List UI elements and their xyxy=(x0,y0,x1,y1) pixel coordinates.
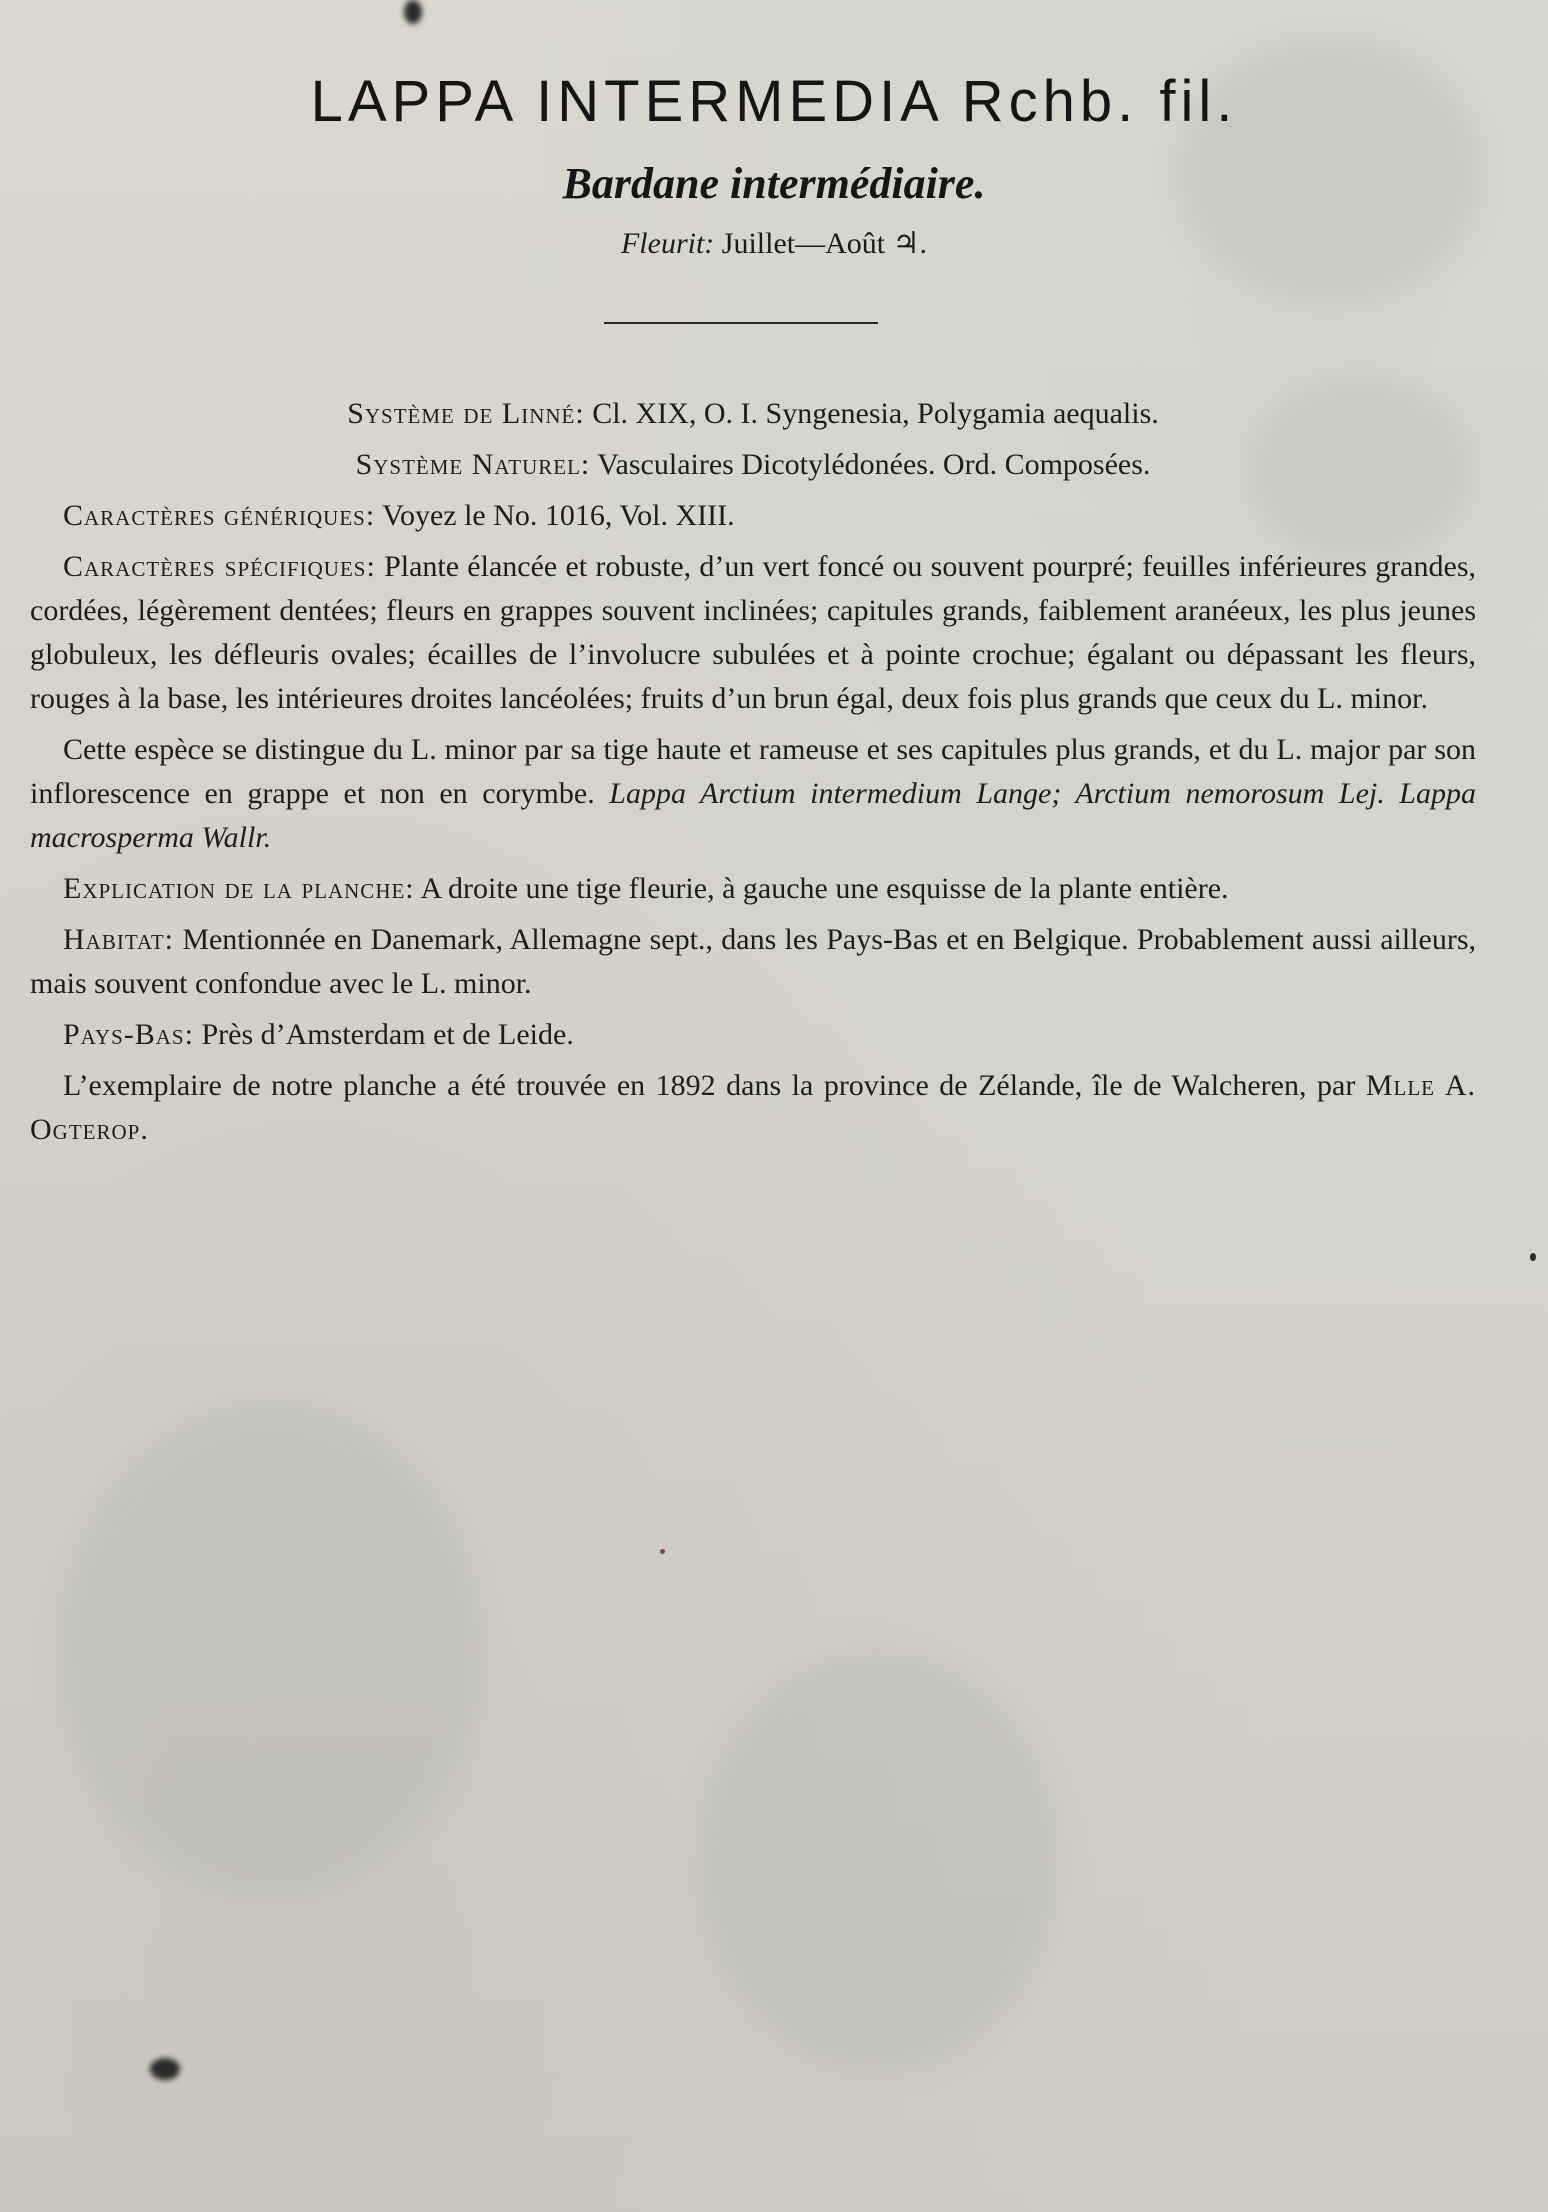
generic-text: Voyez le No. 1016, Vol. XIII. xyxy=(382,499,735,532)
explanation-label: Explication de la planche: xyxy=(63,872,415,905)
linne-label: Système de Linné: xyxy=(347,397,585,430)
bleed-through-shadow xyxy=(700,1650,1060,2070)
natural-system xyxy=(30,443,1476,487)
flowering-value: Juillet—Août ♃. xyxy=(721,227,928,260)
title-divider xyxy=(604,322,878,324)
flowering-label: Fleurit: xyxy=(620,227,715,260)
netherlands-locality xyxy=(30,1013,1476,1057)
distinction-text: Cette espèce se distingue du L. minor par sa tige haute et rameuse et ses capitules plus grands, et du L. major par son inflorescence en grappe et non en corymbe. xyxy=(30,733,1476,810)
description-body xyxy=(30,392,1476,1159)
generic-characters xyxy=(30,494,1476,538)
netherlands-text: Près d’Amsterdam et de Leide. xyxy=(201,1018,574,1051)
synonyms-text: Lappa Arctium intermedium Lange; Arctium nemorosum Lej. Lappa macrosperma Wallr. xyxy=(30,777,1476,854)
explanation-text: A droite une tige fleurie, à gauche une esquisse de la plante entière. xyxy=(420,872,1229,905)
specific-text: Plante élancée et robuste, d’un vert foncé ou souvent pourpré; feuilles inférieures grandes, cordées, légèrement dentées; fleurs en grappes souvent inclinées; capitules grands, faiblement aranéeux, les plus jeunes globuleux, les défleuris ovales; écailles de l’involucre subulées et à pointe crochue; égalant ou dépassant les fleurs, rouges à la base, les intérieures droites lancéolées; fruits d’un brun égal, deux fois plus grands que ceux du L. minor. xyxy=(30,550,1476,715)
species-title: LAPPA INTERMEDIA Rchb. fil. xyxy=(310,69,1238,134)
habitat xyxy=(30,918,1476,1006)
bleed-through-shadow xyxy=(60,1400,480,1900)
specimen-text: L’exemplaire de notre planche a été trouvée en 1892 dans la province de Zélande, île de Walcheren, par xyxy=(63,1069,1356,1102)
generic-label: Caractères génériques: xyxy=(63,499,376,532)
netherlands-label: Pays-Bas: xyxy=(63,1018,194,1051)
plate-explanation xyxy=(30,867,1476,911)
linne-text: Cl. XIX, O. I. Syngenesia, Polygamia aequalis. xyxy=(592,397,1159,430)
specimen-note xyxy=(30,1064,1476,1152)
common-name: Bardane intermédiaire. xyxy=(562,159,986,208)
specific-characters xyxy=(30,545,1476,721)
ink-speck xyxy=(404,0,422,24)
natural-text: Vasculaires Dicotylédonées. Ord. Composées. xyxy=(597,448,1151,481)
distinction-paragraph xyxy=(30,728,1476,860)
specific-label: Caractères spécifiques: xyxy=(63,550,376,583)
ink-speck xyxy=(1530,1253,1536,1261)
collector-name: Mlle A. Ogterop. xyxy=(30,1069,1477,1146)
ink-speck xyxy=(150,2058,180,2080)
natural-label: Système Naturel: xyxy=(355,448,591,481)
habitat-text: Mentionnée en Danemark, Allemagne sept., dans les Pays-Bas et en Belgique. Probablement aussi ailleurs, mais souvent confondue avec le L. minor. xyxy=(30,923,1477,1000)
habitat-label: Habitat: xyxy=(63,923,174,956)
linne-system xyxy=(30,392,1476,436)
flowering-period xyxy=(0,226,1548,261)
ink-speck xyxy=(660,1549,665,1554)
